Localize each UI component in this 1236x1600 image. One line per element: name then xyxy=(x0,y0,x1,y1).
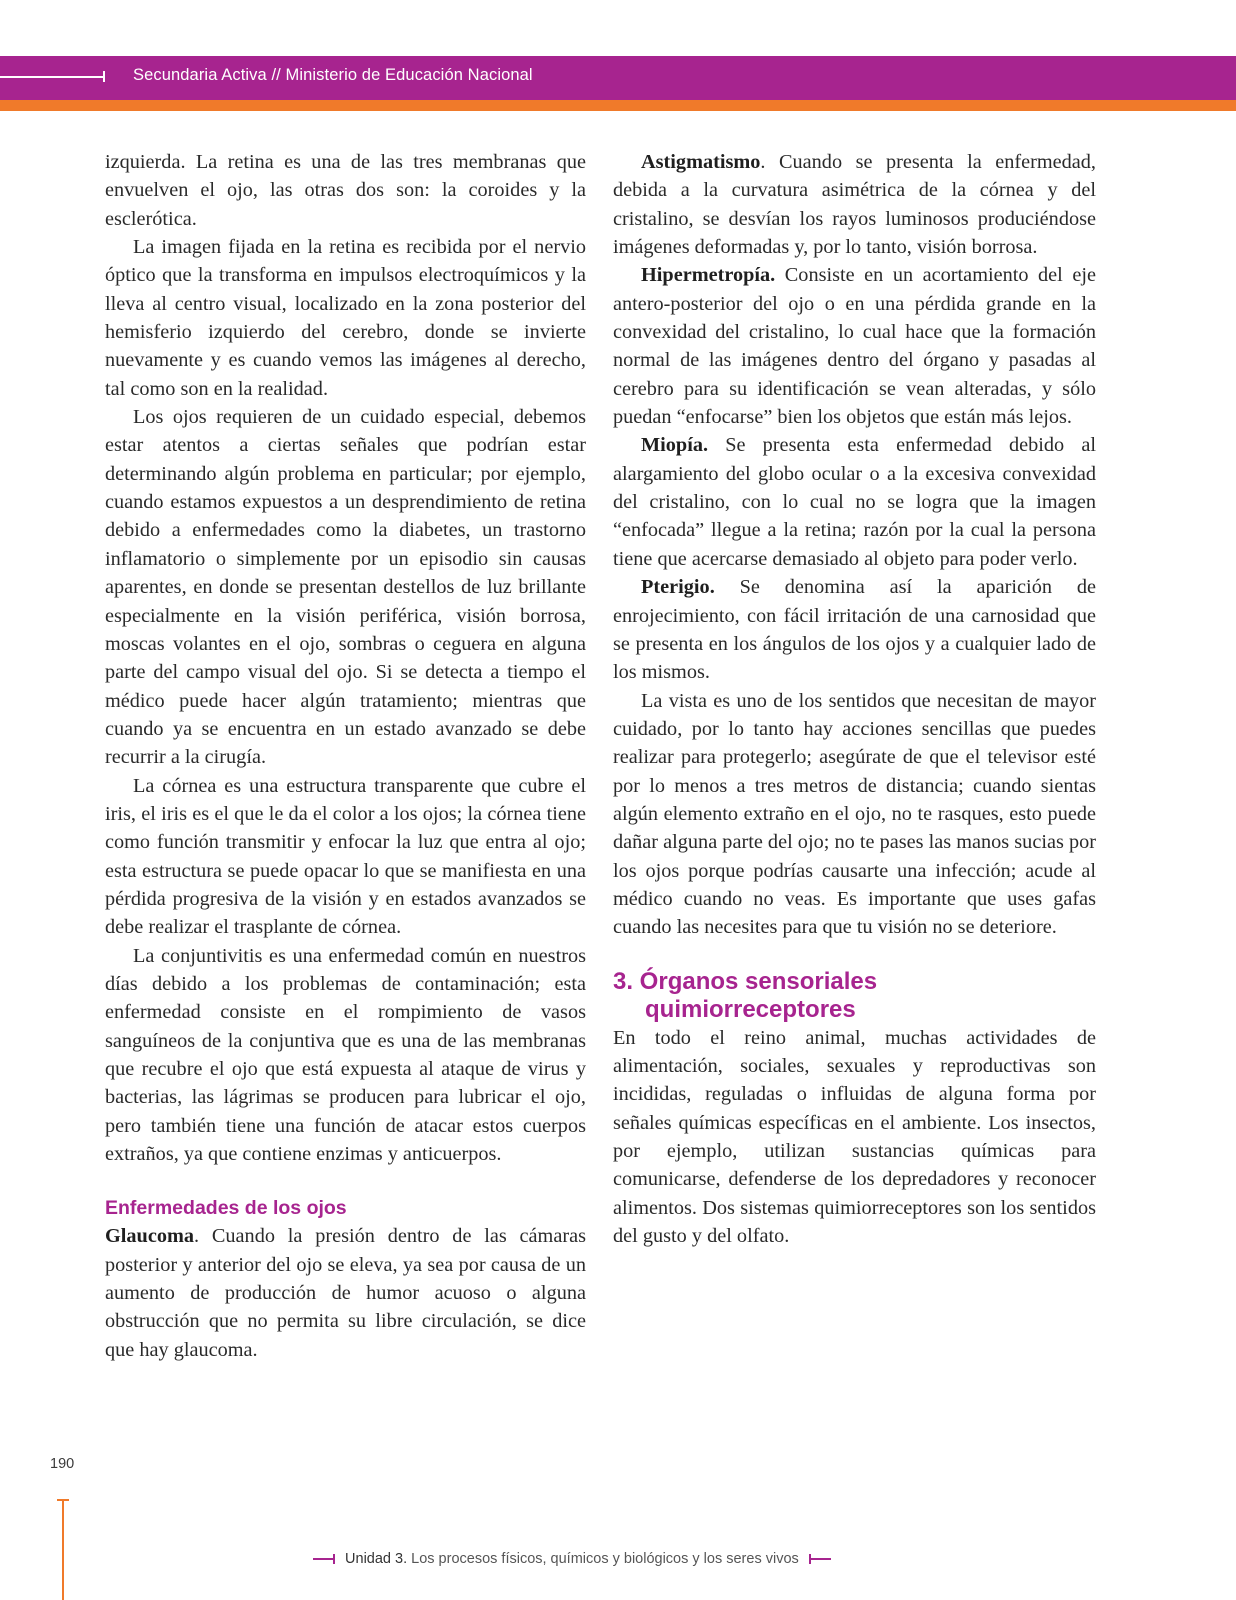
right-column xyxy=(613,148,1096,1250)
text-glaucoma: . Cuando la presión dentro de las cámaras posterior y anterior del ojo se eleva, ya sea por causa de un aumento de producción de humor acuoso o alguna obstrucción que no permita su libre circulación, se dice que hay glaucoma. xyxy=(105,1225,586,1361)
term-myopia: Miopía. xyxy=(641,434,709,457)
footer xyxy=(307,1551,837,1571)
footer-rule-left xyxy=(313,1558,335,1560)
term-hyperopia: Hipermetropía. xyxy=(641,264,776,287)
term-glaucoma: Glaucoma xyxy=(105,1225,195,1248)
paragraph-cornea: La córnea es una estructura transparente que cubre el iris, el iris es el que le da el color a los ojos; la córnea tiene como función transmitir y enfocar la luz que entra al ojo; esta estructura se puede opacar lo que se manifiesta en una pérdida progresiva de la visión y en estados avanzados se debe realizar el trasplante de córnea. xyxy=(105,774,586,939)
term-pterygium: Pterigio. xyxy=(641,576,715,599)
footer-rule-right xyxy=(809,1558,831,1560)
text-astigmatism: . Cuando se presenta la enfermedad, debida a la curvatura asimétrica de la córnea y del cristalino, se desvían los rayos luminosos produciéndose imágenes deformadas y, por lo tanto, visión borrosa. xyxy=(613,151,1096,259)
term-astigmatism: Astigmatismo xyxy=(641,151,761,173)
header-rule xyxy=(0,76,105,78)
margin-rule-tick xyxy=(57,1499,69,1501)
paragraph-chemoreceptors: En todo el reino animal, muchas actividades de alimentación, sociales, sexuales y reproductivas son incididas, reguladas o influidas de alguna forma por señales químicas específicas en el ambiente. Los insectos, por ejemplo, utilizan sustancias químicas para comunicarse, defenderse de los depredadores y reconocer alimentos. Dos sistemas quimiorreceptores son los sentidos del gusto y del olfato. xyxy=(613,1026,1096,1248)
margin-rule xyxy=(62,1499,64,1600)
paragraph-retina: izquierda. La retina es una de las tres membranas que envuelven el ojo, las otras dos son: la coroides y la esclerótica. xyxy=(105,151,586,230)
header-rule-tick xyxy=(103,71,105,82)
section-heading-line2: quimiorreceptores xyxy=(645,995,856,1023)
header-orange-stripe xyxy=(0,100,1236,111)
paragraph-optic-nerve: La imagen fijada en la retina es recibida por el nervio óptico que la transforma en impulsos electroquímicos y la lleva al centro visual, localizado en la zona posterior del hemisferio izquierdo del cerebro, donde se invierte nuevamente y es cuando vemos las imágenes al derecho, tal como son en la realidad. xyxy=(105,236,586,400)
text-pterygium: Se denomina así la aparición de enrojecimiento, con fácil irritación de una carnosidad que se presenta en los ángulos de los ojos y a cualquier lado de los mismos. xyxy=(613,576,1096,684)
section-heading xyxy=(613,968,1096,1024)
paragraph-hyperopia xyxy=(613,261,1096,431)
section-heading-line1: 3. Órganos sensoriales xyxy=(613,967,878,995)
page-number: 190 xyxy=(50,1456,75,1472)
paragraph-vision-care: La vista es uno de los sentidos que necesitan de mayor cuidado, por lo tanto hay acciones sencillas que puedes realizar para protegerlo; asegúrate de que el televisor esté por lo menos a tres metros de distancia; cuando sientas algún elemento extraño en el ojo, no te rasques, esto puede dañar alguna parte del ojo; no te pases las manos sucias por los ojos porque podrías causarte una infección; acude al médico cuando no veas. Es importante que uses gafas cuando las necesites para que tu visión no se deteriore. xyxy=(613,689,1096,939)
paragraph-pterygium xyxy=(613,573,1096,686)
text-myopia: Se presenta esta enfermedad debido al alargamiento del globo ocular o a la excesiva convexidad del cristalino, con lo cual no se logra que la imagen “enfocada” llegue a la retina; razón por la cual la persona tiene que acercarse demasiado al objeto para poder verlo. xyxy=(613,434,1096,570)
footer-unit-title: Los procesos físicos, químicos y biológicos y los seres vivos xyxy=(407,1551,799,1567)
paragraph-eye-care: Los ojos requieren de un cuidado especial, debemos estar atentos a ciertas señales que podrían estar determinando algún problema en particular; por ejemplo, cuando estamos expuestos a un desprendimiento de retina debido a enfermedades como la diabetes, un trastorno inflamatorio o simplemente por un episodio sin causas aparentes, en donde se presentan destellos de luz brillante especialmente en la visión periférica, visión borrosa, moscas volantes en el ojo, sombras o ceguera en alguna parte del campo visual del ojo. Si se detecta a tiempo el médico puede hacer algún tratamiento; mientras que cuando ya se encuentra en un estado avanzado se debe recurrir a la cirugía. xyxy=(105,406,586,769)
left-column xyxy=(105,148,586,1364)
paragraph-astigmatism xyxy=(613,148,1096,261)
subheading-eye-diseases: Enfermedades de los ojos xyxy=(105,1197,347,1220)
paragraph-glaucoma xyxy=(105,1222,586,1364)
footer-unit-label: Unidad 3. xyxy=(345,1551,408,1567)
paragraph-myopia xyxy=(613,431,1096,573)
text-hyperopia: Consiste en un acortamiento del eje antero-posterior del ojo o en una pérdida grande en la convexidad del cristalino, lo cual hace que la formación normal de las imágenes dentro del órgano y pasadas al cerebro para su identificación se vean alteradas, y sólo puedan “enfocarse” bien los objetos que están más lejos. xyxy=(613,264,1096,429)
paragraph-conjunctivitis: La conjuntivitis es una enfermedad común en nuestros días debido a los problemas de contaminación; esta enfermedad consiste en el rompimiento de vasos sanguíneos de la conjuntiva que es una de las membranas que recubre el ojo que está expuesta al ataque de virus y bacterias, las lágrimas se producen para lubricar el ojo, pero también tiene una función de atacar estos cuerpos extraños, ya que contiene enzimas y anticuerpos. xyxy=(105,944,586,1166)
header-title: Secundaria Activa // Ministerio de Educación Nacional xyxy=(133,66,533,84)
